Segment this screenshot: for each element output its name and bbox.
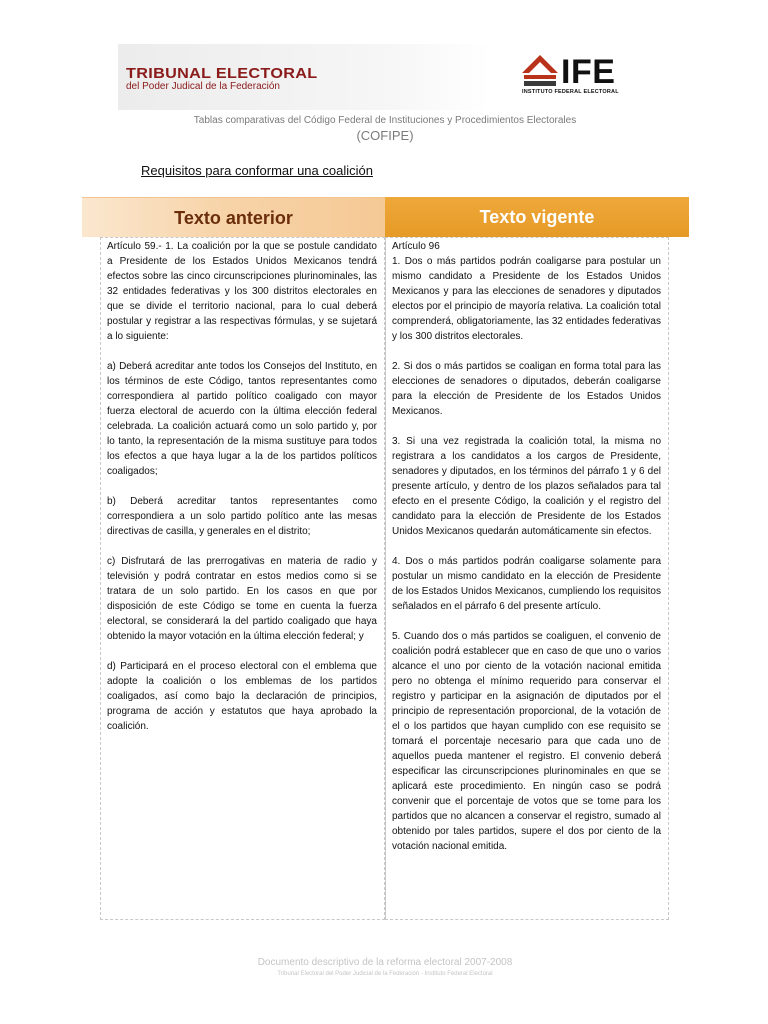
article-paragraph: a) Deberá acreditar ante todos los Consejos del Instituto, en los términos de este Código, tantos representantes como correspondiera al partido político coaligado con mayor fuerza electoral de acuerdo con la última elección federal celebrada. La coalición actuará como un solo partido y, por lo tanto, la representación de la misma sustituye para todos los efectos a que haya lugar a la de los partidos políticos coaligados; [107,361,377,477]
article-paragraph: 2. Si dos o más partidos se coaligan en forma total para las elecciones de senadores o diputados, deberán coaligarse para la elección de Presidente de los Estados Unidos Mexicanos. [392,361,661,417]
footer-title: Documento descriptivo de la reforma electoral 2007-2008 [257,957,513,968]
article-paragraph: 3. Si una vez registrada la coalición total, la misma no registrara a los candidatos a los cargos de Presidente, senadores y diputados, en los términos del párrafo 1 y 6 del presente artículo, y dentro de los plazos señalados para tal efecto en el presente Código, la coalición y el registro del candidato para la elección de Presidente de los Estados Unidos Mexicanos quedarán automáticamente sin efectos. [392,436,661,537]
tribunal-name: TRIBUNAL ELECTORAL [126,65,318,82]
texto-vigente-column [385,237,669,920]
article-paragraph: d) Participará en el proceso electoral con el emblema que adopte la coalición o los emblemas de los partidos coaligados, así como bajo la declaración de principios, programa de acción y estatutos que haya aprobado la coalición. [107,661,377,732]
section-title: Requisitos para conformar una coalición [141,163,373,178]
article-paragraph: 4. Dos o más partidos podrán coaligarse solamente para postular un mismo candidato en la elección de Presidente de los Estados Unidos Mexicanos, cumpliendo los requisitos señalados en el párrafo 6 del presente artículo. [392,556,661,612]
tribunal-subtitle: del Poder Judical de la Federación [126,81,280,92]
article-paragraph: 1. Dos o más partidos podrán coaligarse para postular un mismo candidato a Presidente de los Estados Unidos Mexicanos y para las elecciones de senadores y diputados electos por el principio de mayoría relativa. La coalición total comprenderá, obligatoriamente, las 32 entidades federativas y los 300 distritos electorales. [392,256,661,342]
texto-anterior-column [100,237,385,920]
document-abbreviation: (COFIPE) [356,128,414,143]
ife-emblem-icon [521,54,559,88]
footer-subtitle: Tribunal Electoral del Poder Judicial de la Federación - Instituto Federal Electoral [277,971,493,977]
article-paragraph: Artículo 59.- 1. La coalición por la que se postule candidato a Presidente de los Estados Unidos Mexicanos tendrá efectos sobre las cinco circunscripciones plurinominales, las 32 entidades federativas y los 300 distritos electorales en que se divide el territorio nacional, para lo cual deberá postular y registrar a las respectivas fórmulas, y se sujetará a lo siguiente: [107,241,377,342]
heading-texto-anterior: Texto anterior [82,197,385,237]
article-paragraph: b) Deberá acreditar tantos representantes como correspondiera a un solo partido político ante las mesas directivas de casilla, y generales en el distrito; [107,496,377,537]
article-paragraph: c) Disfrutará de las prerrogativas en materia de radio y televisión y podrá contratar en estos medios como si se tratara de un solo partido. En los casos en que por disposición de este Código se tome en cuenta la fuerza electoral, se considerará la del partido coaligado que haya obtenido la mayor votación en la última elección federal; y [107,556,377,642]
ife-logo [521,54,651,98]
ife-caption: INSTITUTO FEDERAL ELECTORAL [522,89,619,95]
article-number: Artículo 96 [392,241,440,252]
heading-texto-vigente: Texto vigente [385,197,689,237]
article-paragraph: 5. Cuando dos o más partidos se coaliguen, el convenio de coalición podrá establecer que en caso de que uno o varios alcance el uno por ciento de la votación nacional emitida pero no obtenga el mínimo requerido para conservar el registro y participar en la asignación de diputados por el principio de representación proporcional, de la votación de el o los partidos que hayan cumplido con ese requisito se tomará el porcentaje necesario para que cada uno de aquellos pueda mantener el registro. El convenio deberá especificar las circunscripciones plurinominales en que se aplicará este procedimiento. En ningún caso se podrá convenir que el porcentaje de votos que se tome para los partidos que no alcancen a conservar el registro, sumado al obtenido por tales partidos, supere el dos por ciento de la votación nacional emitida. [392,631,661,852]
ife-name: IFE [561,53,616,91]
tribunal-electoral-logo [126,65,318,92]
document-subtitle: Tablas comparativas del Código Federal de Instituciones y Procedimientos Electorales [193,115,577,126]
